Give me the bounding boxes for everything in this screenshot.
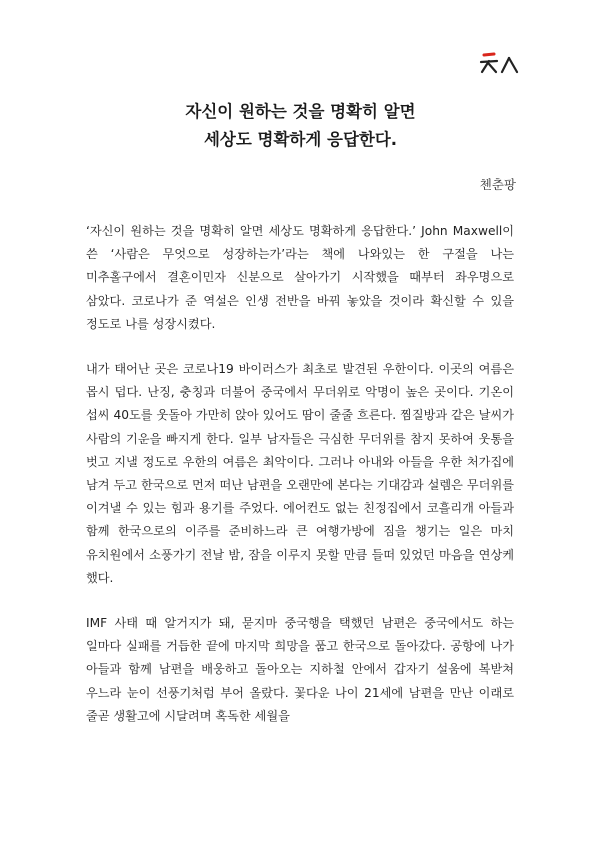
author-name: 첸춘팡 [479, 177, 516, 192]
publisher-logo-icon [478, 52, 520, 74]
body-text [86, 220, 514, 750]
document-title [0, 98, 601, 154]
paragraph-2: 내가 태어난 곳은 코로나19 바이러스가 최초로 발견된 우한이다. 이곳의 여름은 몹시 덥다. 난징, 충칭과 더불어 중국에서 무더위로 악명이 높은 곳이다. 기온이 섭씨 40도를 웃돌아 가만히 앉아 있어도 땀이 줄줄 흐른다. 찜질방과 같은 날씨가 사람의 기운을 빠지게 한다. 일부 남자들은 극심한 무더위를 참지 못하여 웃통을 벗고 지낼 정도로 우한의 여름은 최악이다. 그러나 아내와 아들을 우한 처가집에 남겨 두고 한국으로 먼저 떠난 남편을 오랜만에 본다는 기대감과 설렘은 무더위를 이겨낼 수 있는 힘과 용기를 주었다. 에어컨도 없는 친정집에서 코흘리개 아들과 함께 한국으로의 이주를 준비하느라 큰 여행가방에 짐을 챙기는 일은 마치 유치원에서 소풍가기 전날 밤, 잠을 이루지 못할 만큼 들떠 있었던 마음을 연상케 했다. [86, 362, 514, 585]
paragraph-1: ‘자신이 원하는 것을 명확히 알면 세상도 명확하게 응답한다.’ John Maxwell이 쓴 ‘사람은 무엇으로 성장하는가’라는 책에 나와있는 한 구절을 나는 미추홀구에서 결혼이민자 신분으로 살아가기 시작했을 때부터 좌우명으로 삼았다. 코로나가 준 역설은 인생 전반을 바꿔 놓았을 것이라 확신할 수 있을 정도로 나를 성장시켰다. [86, 224, 514, 331]
title-line-2: 세상도 명확하게 응답한다. [203, 130, 398, 149]
paragraph-3: IMF 사태 때 알거지가 돼, 묻지마 중국행을 택했던 남편은 중국에서도 하는 일마다 실패를 거듭한 끝에 마지막 희망을 품고 한국으로 돌아갔다. 공항에 나가 아들과 함께 남편을 배웅하고 돌아오는 지하철 안에서 갑자기 설움에 복받쳐 우느라 눈이 선풍기처럼 부어 올랐다. 꽃다운 나이 21세에 남편을 만난 이래로 줄곧 생활고에 시달려며 혹독한 세월을 [86, 616, 514, 723]
title-line-1: 자신이 원하는 것을 명확히 알면 [185, 102, 416, 121]
